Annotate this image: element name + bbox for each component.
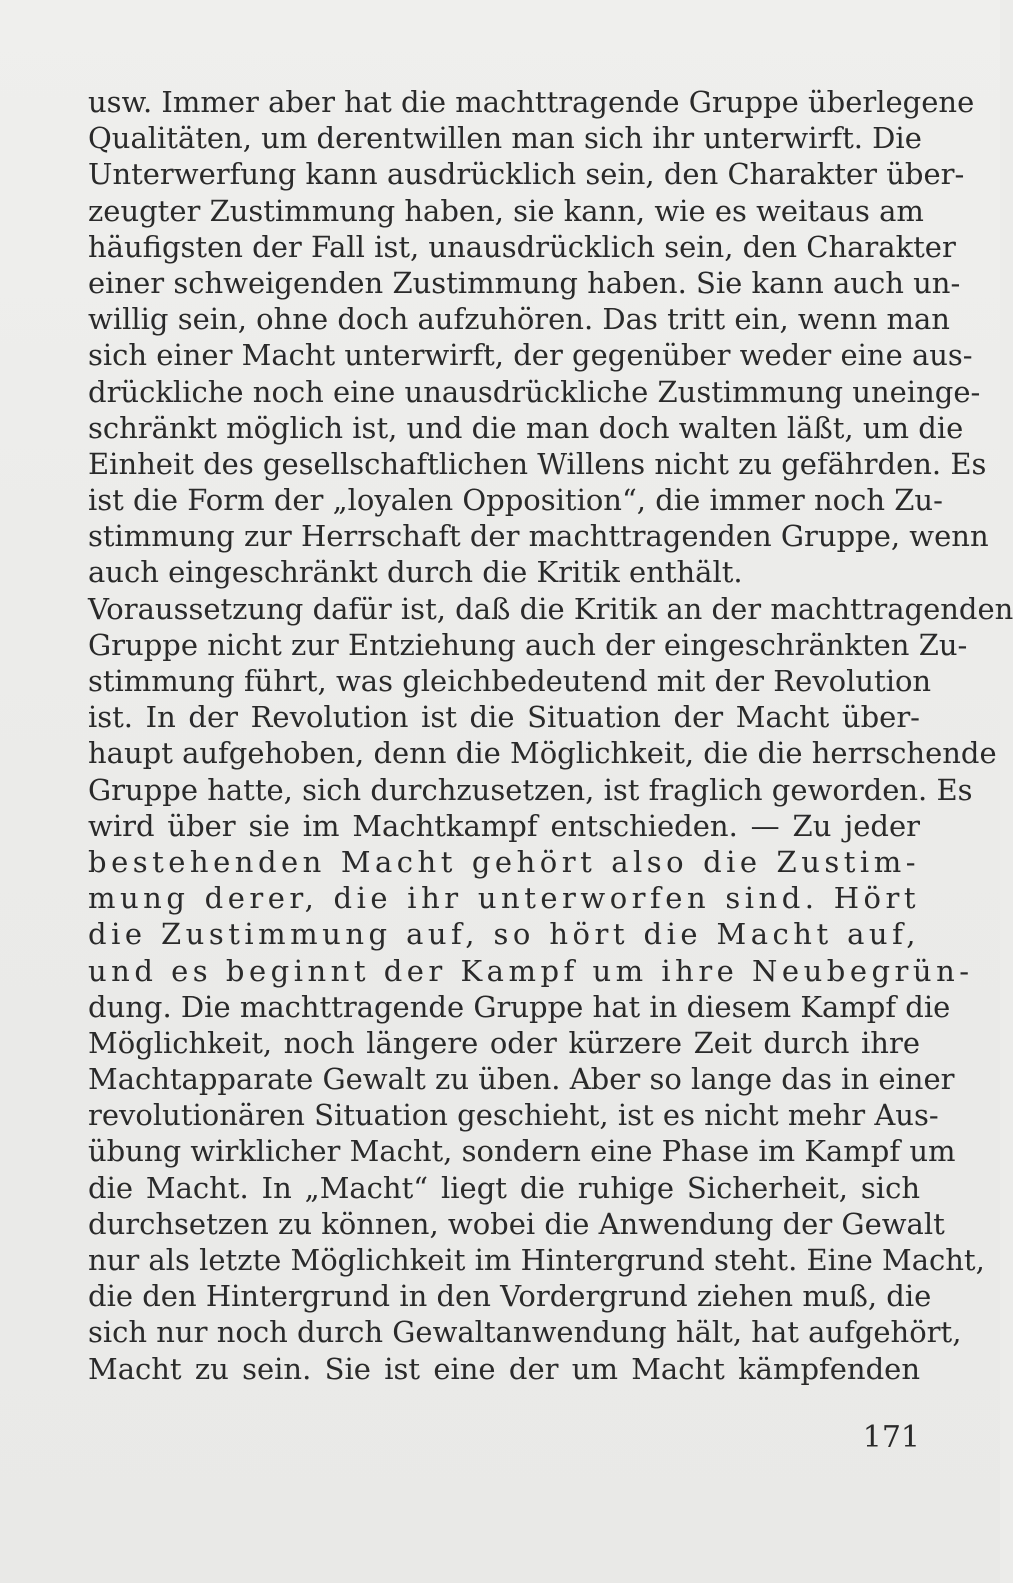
- text-line: die Macht. In „Macht“ liegt die ruhige Sicherheit, sich: [88, 1170, 920, 1205]
- text-line: Gruppe nicht zur Entziehung auch der eingeschränkten Zu-: [88, 627, 968, 662]
- text-line: stimmung zur Herrschaft der machttragenden Gruppe, wenn: [88, 519, 989, 554]
- text-line-spaced: bestehenden Macht gehört also die Zustim-: [88, 844, 920, 879]
- text-line: auch eingeschränkt durch die Kritik enthält.: [88, 555, 743, 590]
- text-line: schränkt möglich ist, und die man doch walten läßt, um die: [88, 410, 964, 445]
- text-line: Gruppe hatte, sich durchzusetzen, ist fraglich geworden. Es: [88, 772, 973, 807]
- text-line: usw. Immer aber hat die machttragende Gruppe überlegene: [88, 85, 975, 119]
- text-line: durchsetzen zu können, wobei die Anwendung der Gewalt: [88, 1206, 945, 1241]
- text-line: Qualitäten, um derentwillen man sich ihr unterwirft. Die: [88, 121, 922, 156]
- text-line: sich einer Macht unterwirft, der gegenüber weder eine aus-: [88, 338, 973, 373]
- text-line: Einheit des gesellschaftlichen Willens nicht zu gefährden. Es: [88, 446, 987, 481]
- text-line: ist die Form der „loyalen Opposition“, die immer noch Zu-: [88, 483, 943, 518]
- text-line: ist. In der Revolution ist die Situation der Macht über-: [88, 700, 920, 735]
- text-line: stimmung führt, was gleichbedeutend mit der Revolution: [88, 664, 932, 698]
- text-line: haupt aufgehoben, denn die Möglichkeit, die die herrschende: [88, 736, 997, 771]
- text-line: übung wirklicher Macht, sondern eine Phase im Kampf um: [88, 1134, 956, 1169]
- text-line: revolutionären Situation geschieht, ist es nicht mehr Aus-: [88, 1098, 939, 1133]
- text-line-spaced: mung derer, die ihr unterworfen sind. Hört: [88, 881, 920, 916]
- text-line: Möglichkeit, noch längere oder kürzere Zeit durch ihre: [88, 1025, 920, 1060]
- text-line: sich nur noch durch Gewaltanwendung hält, hat aufgehört,: [88, 1315, 962, 1350]
- text-line: Machtapparate Gewalt zu üben. Aber so lange das in einer: [88, 1062, 955, 1097]
- text-line: die den Hintergrund in den Vordergrund ziehen muß, die: [88, 1279, 932, 1314]
- text-line: einer schweigenden Zustimmung haben. Sie kann auch un-: [88, 265, 961, 300]
- body-text: [88, 84, 1013, 1387]
- text-line: willig sein, ohne doch aufzuhören. Das tritt ein, wenn man: [88, 302, 950, 337]
- text-line-spaced: und es beginnt der Kampf um ihre Neubegrün-: [88, 953, 974, 988]
- text-line: drückliche noch eine unausdrückliche Zustimmung uneinge-: [88, 374, 981, 409]
- text-line: zeugter Zustimmung haben, sie kann, wie es weitaus am: [88, 193, 924, 228]
- text-line: Macht zu sein. Sie ist eine der um Macht kämpfenden: [88, 1351, 920, 1386]
- text-line: wird über sie im Machtkampf entschieden. — Zu jeder: [88, 808, 920, 843]
- text-line-spaced: die Zustimmung auf, so hört die Macht auf,: [88, 917, 920, 952]
- text-line: nur als letzte Möglichkeit im Hintergrund steht. Eine Macht,: [88, 1243, 985, 1277]
- text-line: Voraussetzung dafür ist, daß die Kritik an der machttragenden: [88, 591, 1013, 626]
- text-line: häufigsten der Fall ist, unausdrücklich sein, den Charakter: [88, 229, 956, 264]
- page-number: 171: [862, 1420, 920, 1455]
- text-line: dung. Die machttragende Gruppe hat in diesem Kampf die: [88, 989, 951, 1024]
- text-line: Unterwerfung kann ausdrücklich sein, den Charakter über-: [88, 157, 965, 192]
